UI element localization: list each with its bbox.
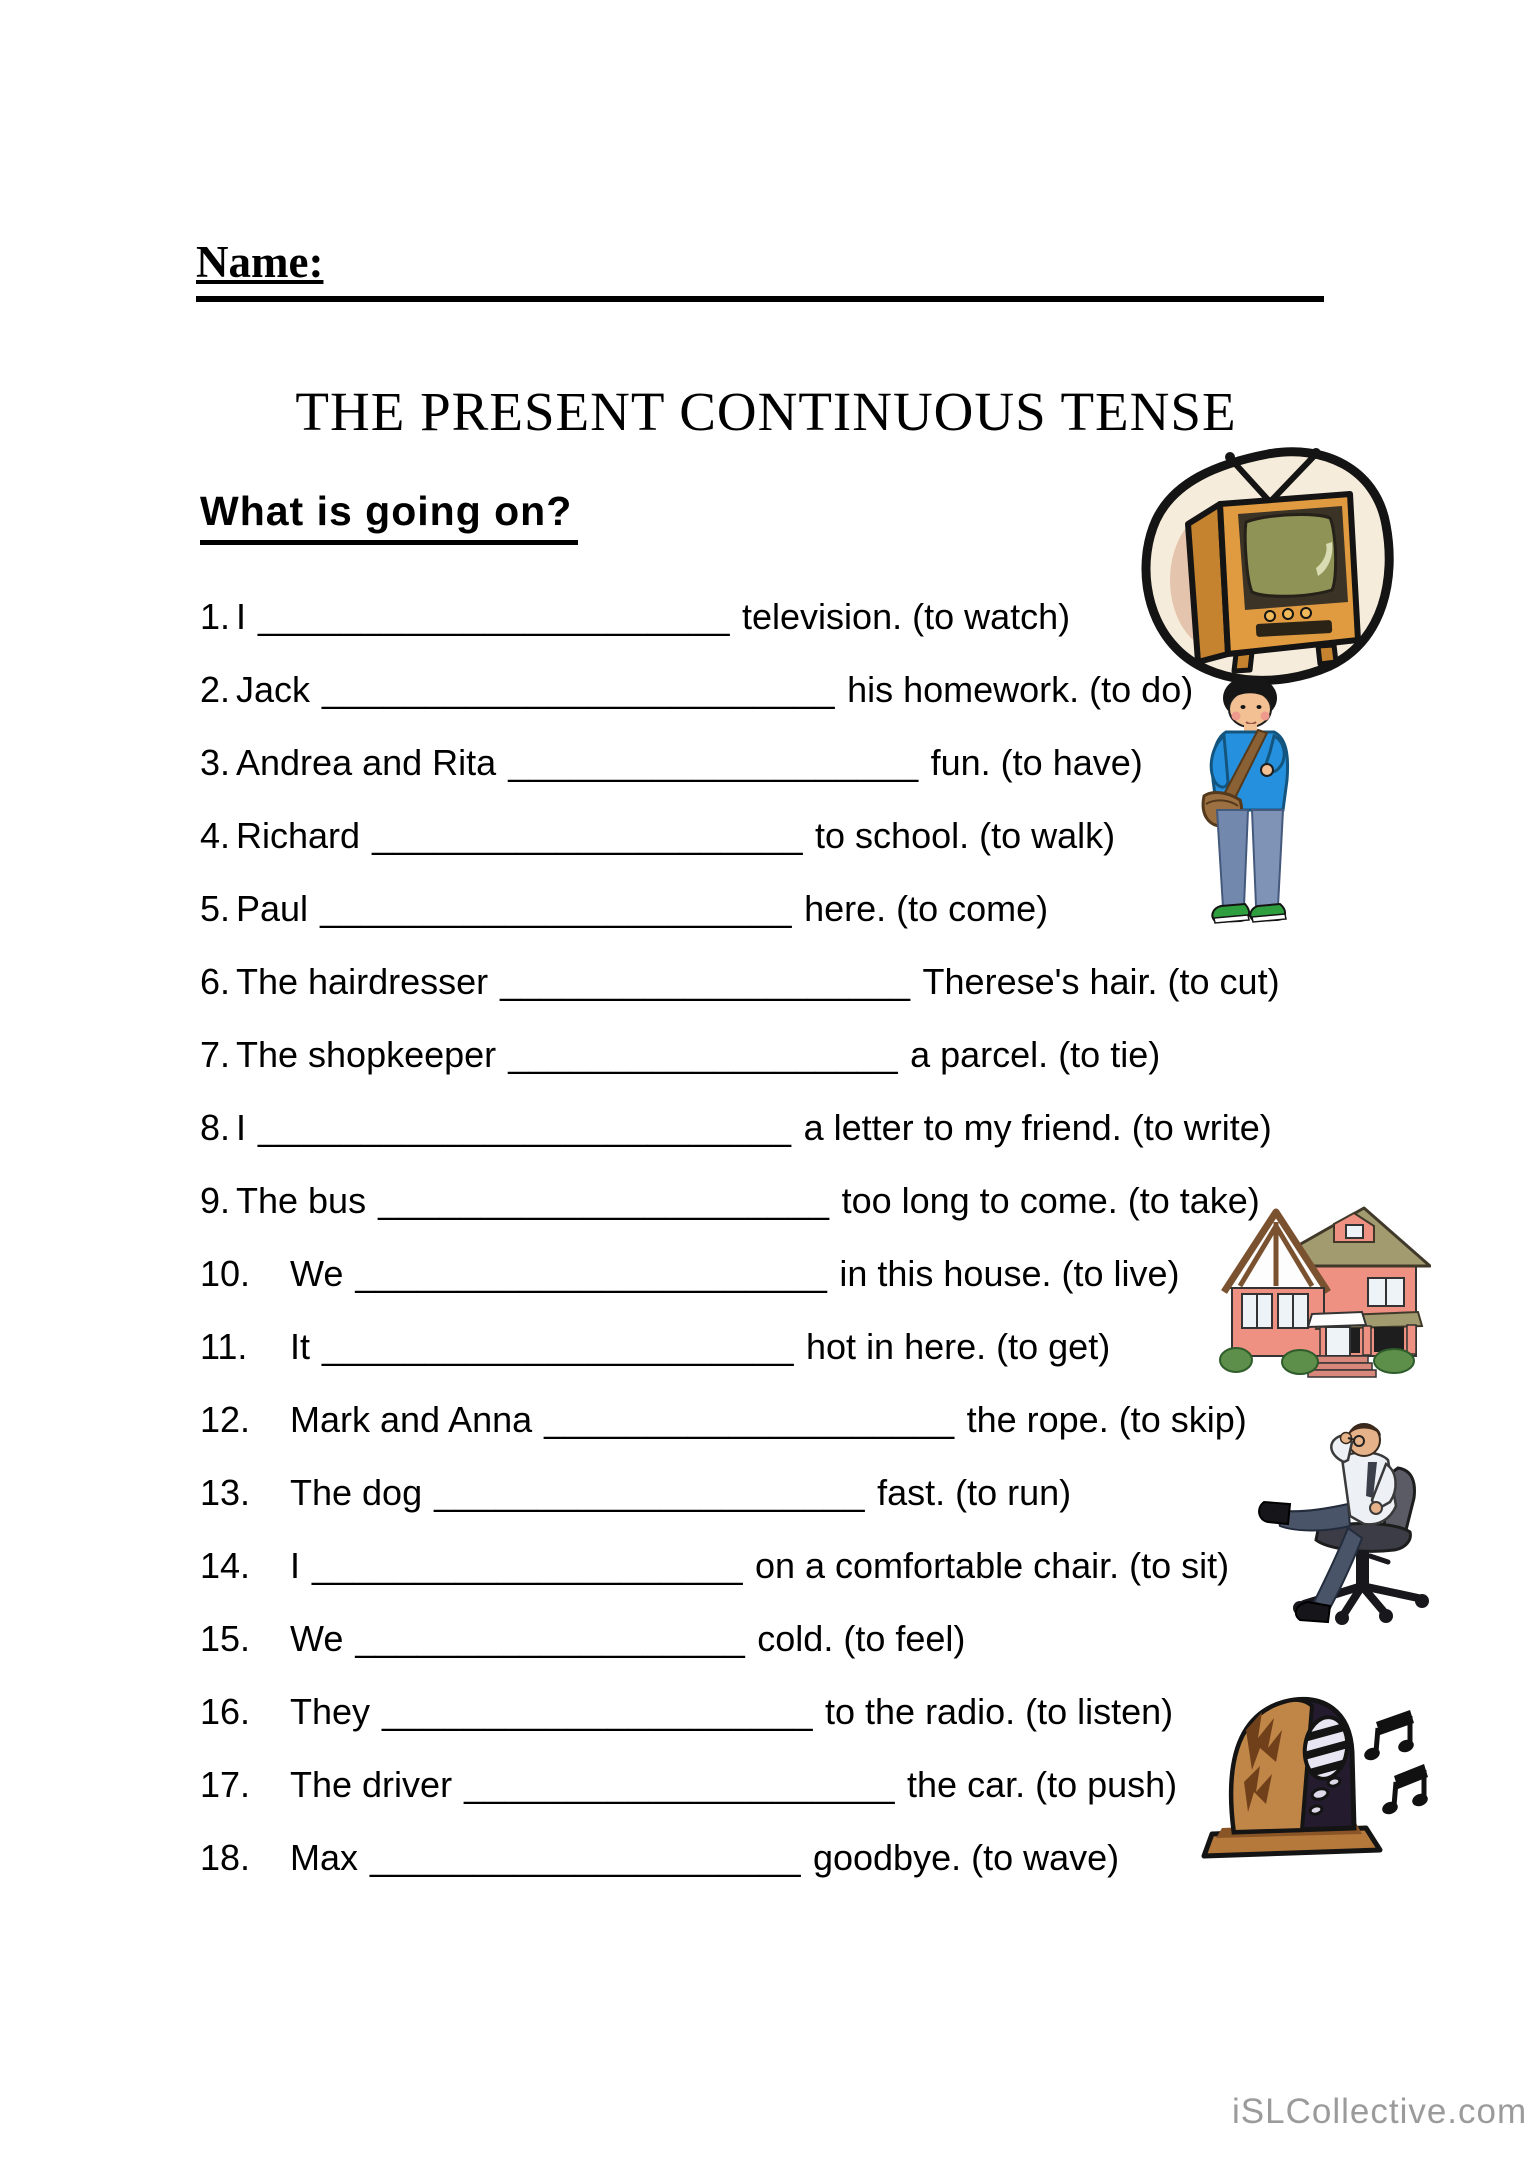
item-number: 3. bbox=[200, 742, 231, 783]
item-number: 16. bbox=[200, 1691, 251, 1732]
item-text-after: the rope. (to skip) bbox=[966, 1399, 1247, 1440]
sitting-man-icon bbox=[1256, 1398, 1446, 1643]
item-number: 18. bbox=[200, 1837, 251, 1878]
exercise-item-15 bbox=[200, 1602, 1280, 1675]
item-text-before: Paul bbox=[236, 888, 309, 929]
fill-in-blank[interactable]: _____________________ bbox=[312, 1545, 743, 1586]
item-text-before: The bus bbox=[236, 1180, 367, 1221]
fill-in-blank[interactable]: ____________________ bbox=[508, 742, 919, 783]
exercise-item-18 bbox=[200, 1821, 1280, 1894]
item-text-before: Andrea and Rita bbox=[236, 742, 497, 783]
item-number: 2. bbox=[200, 669, 231, 710]
item-number: 6. bbox=[200, 961, 231, 1002]
item-text-before: Max bbox=[290, 1837, 359, 1878]
item-text-before: Mark and Anna bbox=[290, 1399, 533, 1440]
item-text-after: here. (to come) bbox=[804, 888, 1049, 929]
fill-in-blank[interactable]: _________________________ bbox=[322, 669, 836, 710]
fill-in-blank[interactable]: _____________________ bbox=[434, 1472, 866, 1513]
item-text-before: The driver bbox=[290, 1764, 453, 1805]
exercise-item-13 bbox=[200, 1456, 1280, 1529]
item-text-before: We bbox=[290, 1618, 344, 1659]
fill-in-blank[interactable]: __________________________ bbox=[258, 1107, 792, 1148]
fill-in-blank[interactable]: ____________________ bbox=[544, 1399, 955, 1440]
item-text-before: They bbox=[290, 1691, 371, 1732]
fill-in-blank[interactable]: ______________________ bbox=[378, 1180, 830, 1221]
item-text-after: in this house. (to live) bbox=[839, 1253, 1180, 1294]
exercise-item-4 bbox=[200, 799, 1280, 872]
item-text-before: I bbox=[236, 596, 247, 637]
item-number: 12. bbox=[200, 1399, 251, 1440]
item-text-before: The dog bbox=[290, 1472, 423, 1513]
page-title: THE PRESENT CONTINUOUS TENSE bbox=[295, 381, 1237, 442]
exercise-item-3 bbox=[200, 726, 1280, 799]
item-text-before: It bbox=[290, 1326, 311, 1367]
item-text-before: The hairdresser bbox=[236, 961, 489, 1002]
item-text-before: The shopkeeper bbox=[236, 1034, 497, 1075]
item-text-after: fast. (to run) bbox=[877, 1472, 1072, 1513]
fill-in-blank[interactable]: ___________________ bbox=[508, 1034, 899, 1075]
item-number: 7. bbox=[200, 1034, 231, 1075]
item-text-after: on a comfortable chair. (to sit) bbox=[754, 1545, 1230, 1586]
exercise-item-9 bbox=[200, 1164, 1280, 1237]
item-text-after: too long to come. (to take) bbox=[841, 1180, 1260, 1221]
item-text-after: television. (to watch) bbox=[742, 596, 1071, 637]
watermark: iSLCollective.com bbox=[1232, 2092, 1528, 2131]
fill-in-blank[interactable]: _____________________ bbox=[464, 1764, 896, 1805]
exercise-item-7 bbox=[200, 1018, 1280, 1091]
item-text-after: the car. (to push) bbox=[907, 1764, 1178, 1805]
exercise-list bbox=[200, 580, 1280, 1894]
item-number: 13. bbox=[200, 1472, 251, 1513]
item-text-after: cold. (to feel) bbox=[757, 1618, 966, 1659]
item-text-after: goodbye. (to wave) bbox=[812, 1837, 1120, 1878]
fill-in-blank[interactable]: _____________________ bbox=[382, 1691, 813, 1732]
item-text-after: a parcel. (to tie) bbox=[910, 1034, 1161, 1075]
fill-in-blank[interactable]: _______________________ bbox=[355, 1253, 828, 1294]
music-notes-icon bbox=[1362, 1710, 1429, 1816]
section-heading: What is going on? bbox=[200, 488, 578, 545]
exercise-item-14 bbox=[200, 1529, 1280, 1602]
item-number: 5. bbox=[200, 888, 231, 929]
item-text-before: I bbox=[236, 1107, 247, 1148]
item-number: 8. bbox=[200, 1107, 231, 1148]
name-label: Name: bbox=[196, 237, 324, 287]
item-text-before: Jack bbox=[236, 669, 311, 710]
radio-icon bbox=[1198, 1686, 1433, 1871]
schoolboy-icon bbox=[1192, 668, 1307, 948]
item-text-before: I bbox=[290, 1545, 301, 1586]
item-number: 9. bbox=[200, 1180, 231, 1221]
item-text-before: We bbox=[290, 1253, 344, 1294]
exercise-item-12 bbox=[200, 1383, 1280, 1456]
item-text-before: Richard bbox=[236, 815, 361, 856]
item-number: 17. bbox=[200, 1764, 251, 1805]
house-icon bbox=[1216, 1198, 1431, 1393]
tv-icon bbox=[1118, 440, 1408, 700]
item-number: 10. bbox=[200, 1253, 251, 1294]
exercise-item-5 bbox=[200, 872, 1280, 945]
exercise-item-6 bbox=[200, 945, 1280, 1018]
exercise-item-11 bbox=[200, 1310, 1280, 1383]
fill-in-blank[interactable]: _______________________ bbox=[320, 888, 793, 929]
fill-in-blank[interactable]: ____________________ bbox=[500, 961, 911, 1002]
item-text-after: a letter to my friend. (to write) bbox=[803, 1107, 1272, 1148]
exercise-item-8 bbox=[200, 1091, 1280, 1164]
item-number: 14. bbox=[200, 1545, 251, 1586]
fill-in-blank[interactable]: _______________________ bbox=[322, 1326, 795, 1367]
fill-in-blank[interactable]: ___________________ bbox=[355, 1618, 746, 1659]
item-text-after: fun. (to have) bbox=[930, 742, 1143, 783]
item-text-after: Therese's hair. (to cut) bbox=[922, 961, 1280, 1002]
item-number: 4. bbox=[200, 815, 231, 856]
item-text-after: his homework. (to do) bbox=[847, 669, 1194, 710]
exercise-item-16 bbox=[200, 1675, 1280, 1748]
item-number: 1. bbox=[200, 596, 231, 637]
exercise-item-17 bbox=[200, 1748, 1280, 1821]
item-text-after: to school. (to walk) bbox=[815, 815, 1116, 856]
item-number: 15. bbox=[200, 1618, 251, 1659]
fill-in-blank[interactable]: _____________________ bbox=[370, 1837, 801, 1878]
item-text-after: to the radio. (to listen) bbox=[825, 1691, 1174, 1732]
exercise-item-10 bbox=[200, 1237, 1280, 1310]
item-number: 11. bbox=[200, 1326, 248, 1367]
item-text-after: hot in here. (to get) bbox=[806, 1326, 1111, 1367]
fill-in-blank[interactable]: _______________________ bbox=[258, 596, 731, 637]
name-field[interactable] bbox=[196, 236, 1324, 302]
fill-in-blank[interactable]: _____________________ bbox=[372, 815, 804, 856]
